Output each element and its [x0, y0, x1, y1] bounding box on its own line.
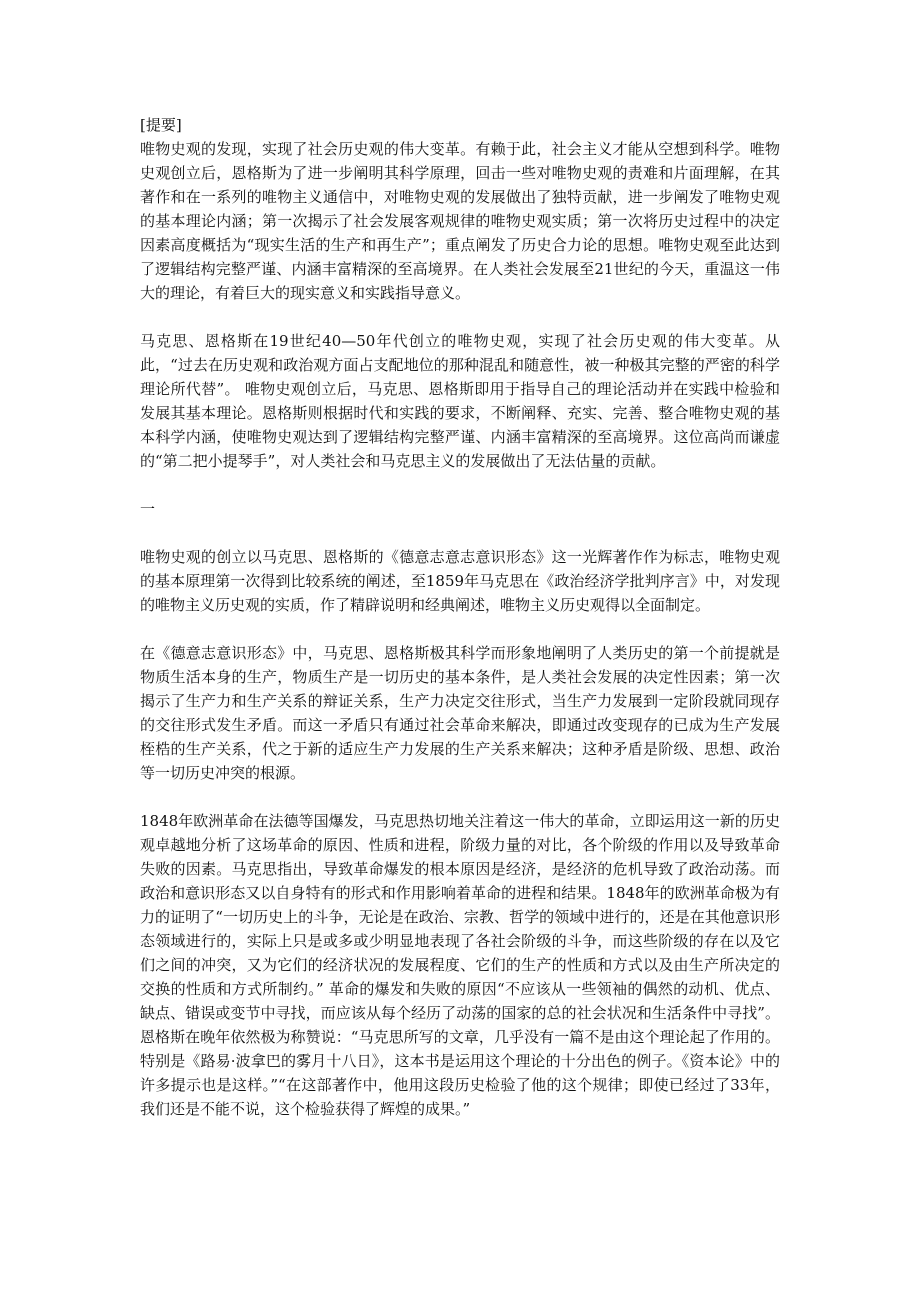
document-page [140, 113, 780, 1121]
abstract-label: [提要] [140, 116, 182, 134]
section-number: 一 [140, 500, 156, 518]
body-paragraph: 1848年欧洲革命在法德等国爆发，马克思热切地关注着这一伟大的革命，立即运用这一新的历史观卓越地分析了这场革命的原因、性质和进程，阶级力量的对比，各个阶级的作用以及导致革命失败的因素。马克思指出，导致革命爆发的根本原因是经济，是经济的危机导致了政治动荡。而政治和意识形态又以自身特有的形式和作用影响着革命的进程和结果。1848年的欧洲革命极为有力的证明了“一切历史上的斗争，无论是在政治、宗教、哲学的领域中进行的，还是在其他意识形态领域进行的，实际上只是或多或少明显地表现了各社会阶级的斗争，而这些阶级的存在以及它们之间的冲突，又为它们的经济状况的发展程度、它们的生产的性质和方式以及由生产所决定的交换的性质和方式所制约。” 革命的爆发和失败的原因“不应该从一些领袖的偶然的动机、优点、缺点、错误或变节中寻找，而应该从每个经历了动荡的国家的总的社会状况和生活条件中寻找”。 恩格斯在晚年依然极为称赞说：“马克思所写的文章，几乎没有一篇不是由这个理论起了作用的。特别是《路易·波拿巴的雾月十八日》，这本书是运用这个理论的十分出色的例子。《资本论》中的许多提示也是这样。”“在这部著作中，他用这段历史检验了他的这个规律；即使已经过了33年，我们还是不能不说，这个检验获得了辉煌的成果。” [140, 812, 780, 1118]
body-paragraph: 在《德意志意识形态》中，马克思、恩格斯极其科学而形象地阐明了人类历史的第一个前提就是物质生活本身的生产，物质生产是一切历史的基本条件，是人类社会发展的决定性因素；第一次揭示了生产力和生产关系的辩证关系，生产力决定交往形式，当生产力发展到一定阶段就同现存的交往形式发生矛盾。而这一矛盾只有通过社会革命来解决，即通过改变现存的已成为生产发展桎梏的生产关系，代之于新的适应生产力发展的生产关系来解决；这种矛盾是阶级、思想、政治等一切历史冲突的根源。 [140, 644, 780, 782]
abstract-paragraph: 唯物史观的发现，实现了社会历史观的伟大变革。有赖于此，社会主义才能从空想到科学。唯物史观创立后，恩格斯为了进一步阐明其科学原理，回击一些对唯物史观的责难和片面理解，在其著作和在一系列的唯物主义通信中，对唯物史观的发展做出了独特贡献，进一步阐发了唯物史观的基本理论内涵；第一次揭示了社会发展客观规律的唯物史观实质；第一次将历史过程中的决定因素高度概括为“现实生活的生产和再生产”；重点阐发了历史合力论的思想。唯物史观至此达到了逻辑结构完整严谨、内涵丰富精深的至高境界。在人类社会发展至21世纪的今天，重温这一伟大的理论，有着巨大的现实意义和实践指导意义。 [140, 140, 780, 302]
body-paragraph: 唯物史观的创立以马克思、恩格斯的《德意志意志意识形态》这一光辉著作作为标志，唯物史观的基本原理第一次得到比较系统的阐述，至1859年马克思在《政治经济学批判序言》中，对发现的唯物主义历史观的实质，作了精辟说明和经典阐述，唯物主义历史观得以全面制定。 [140, 548, 780, 614]
intro-paragraph: 马克思、恩格斯在19世纪40—50年代创立的唯物史观，实现了社会历史观的伟大变革。从此，“过去在历史观和政治观方面占支配地位的那种混乱和随意性，被一种极其完整的严密的科学理论所代替”。 唯物史观创立后，马克思、恩格斯即用于指导自己的理论活动并在实践中检验和发展其基本理论。恩格斯则根据时代和实践的要求，不断阐释、充实、完善、整合唯物史观的基本科学内涵，使唯物史观达到了逻辑结构完整严谨、内涵丰富精深的至高境界。这位高尚而谦虚的“第二把小提琴手”，对人类社会和马克思主义的发展做出了无法估量的贡献。 [140, 332, 780, 470]
